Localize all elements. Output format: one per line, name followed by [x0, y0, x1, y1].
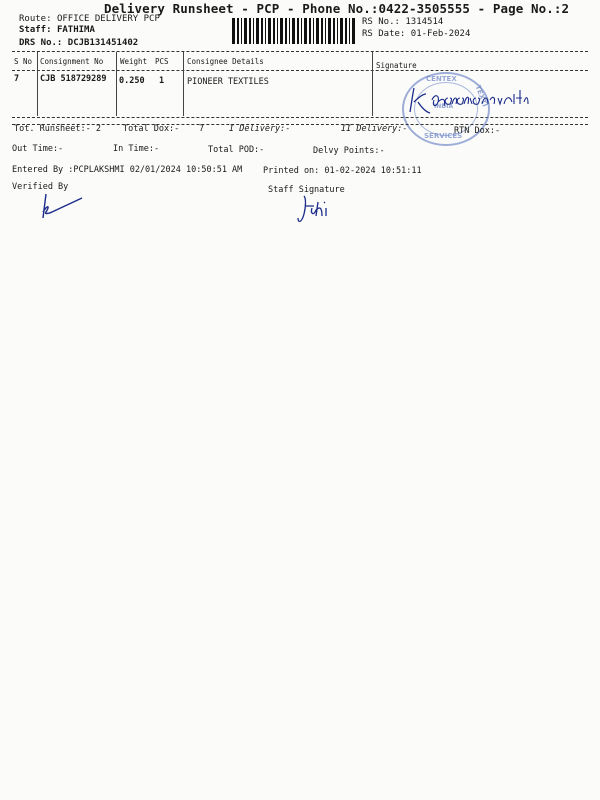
barcode-bar	[301, 18, 302, 44]
barcode-bar	[268, 18, 271, 44]
staff-line	[19, 25, 95, 35]
barcode-bar	[289, 18, 290, 44]
rs-no-label: RS No.:	[362, 17, 400, 27]
staff-label: Staff:	[19, 25, 52, 35]
ii-delivery-label: II Delivery:-	[341, 124, 408, 134]
total-pod-label: Total POD:-	[208, 145, 265, 155]
barcode-bar	[244, 18, 247, 44]
rs-date-line	[362, 29, 470, 39]
stamp-right-text: TEXTI	[473, 84, 489, 108]
barcode-bar	[249, 18, 251, 44]
barcode-bar	[232, 18, 235, 44]
drs-line	[19, 38, 138, 48]
entered-by: Entered By :PCPLAKSHMI 02/01/2024 10:50:51 AM	[12, 165, 243, 175]
stamp-center-text: INDIA	[434, 103, 454, 110]
barcode-bar	[352, 18, 355, 44]
row-pcs: 1	[159, 76, 165, 86]
col-header-signature: Signature	[376, 61, 417, 70]
barcode-bar	[349, 18, 350, 44]
verifier-signature	[38, 192, 86, 220]
drs-value: DCJB131451402	[67, 38, 139, 48]
col-divider	[116, 52, 117, 116]
barcode-bar	[321, 18, 323, 44]
barcode-bar	[313, 18, 314, 44]
barcode-bar	[285, 18, 287, 44]
consignee-signature	[404, 80, 552, 120]
stamp-bottom-text: SERVICES	[424, 132, 463, 140]
barcode-bar	[309, 18, 311, 44]
rs-date-label: RS Date:	[362, 29, 406, 39]
i-delivery-label: I Delivery:-	[229, 124, 291, 134]
row-weight: 0.250	[119, 76, 145, 86]
col-header-weight: Weight	[120, 57, 148, 66]
barcode	[232, 18, 356, 44]
col-divider	[372, 52, 373, 116]
barcode-bar	[241, 18, 242, 44]
barcode-bar	[253, 18, 254, 44]
drs-label: DRS No.:	[19, 38, 63, 48]
rs-date-value: 01-Feb-2024	[410, 29, 471, 39]
barcode-bar	[261, 18, 263, 44]
runsheet-title: Delivery Runsheet - PCP - Phone No.:0422-3505555 - Page No.:2	[104, 1, 570, 16]
col-header-sno: S No	[14, 57, 33, 66]
in-time-label: In Time:-	[113, 144, 160, 154]
table-top-rule	[12, 51, 588, 52]
tot-runsheet: Tot. Runsheet:- 2	[14, 124, 101, 134]
delvy-points-label: Delvy Points:-	[313, 146, 385, 156]
printed-on: Printed on: 01-02-2024 10:51:11	[263, 166, 422, 176]
barcode-bar	[297, 18, 299, 44]
col-divider	[37, 52, 38, 116]
barcode-bar	[316, 18, 319, 44]
rs-no-value: 1314514	[405, 17, 444, 27]
table-header-rule	[12, 70, 588, 71]
barcode-bar	[304, 18, 307, 44]
stamp-top-text: CENTEX	[426, 75, 457, 83]
barcode-bar	[345, 18, 347, 44]
rtn-dox-label: RTN Dox:-	[454, 126, 501, 136]
out-time-label: Out Time:-	[12, 144, 64, 154]
barcode-bar	[337, 18, 338, 44]
total-dox-label: Total Dox:-	[123, 124, 180, 134]
staff-signature-label: Staff Signature	[268, 185, 345, 195]
verified-by-label: Verified By	[12, 182, 69, 192]
barcode-bar	[333, 18, 335, 44]
barcode-bar	[256, 18, 259, 44]
barcode-bar	[277, 18, 278, 44]
route-line	[19, 14, 160, 24]
rs-no-line	[362, 17, 443, 27]
staff-signature	[294, 192, 336, 226]
col-header-consignee: Consignee Details	[187, 57, 264, 66]
barcode-bar	[340, 18, 343, 44]
staff-value: FATHIMA	[56, 25, 95, 35]
col-header-pcs: PCS	[155, 57, 169, 66]
barcode-bar	[280, 18, 283, 44]
barcode-bar	[265, 18, 266, 44]
barcode-bar	[328, 18, 331, 44]
barcode-bar	[273, 18, 275, 44]
row-consignment: CJB 518729289	[40, 74, 107, 84]
col-header-consignment: Consignment No	[40, 57, 104, 66]
row-consignee: PIONEER TEXTILES	[187, 77, 269, 87]
barcode-bar	[325, 18, 326, 44]
row-sno: 7	[14, 74, 20, 84]
barcode-bar	[292, 18, 295, 44]
route-label: Route:	[19, 14, 52, 24]
barcode-bar	[237, 18, 239, 44]
route-value: OFFICE DELIVERY PCP	[56, 14, 160, 24]
total-dox-value: 7	[199, 124, 205, 134]
col-divider	[183, 52, 184, 116]
